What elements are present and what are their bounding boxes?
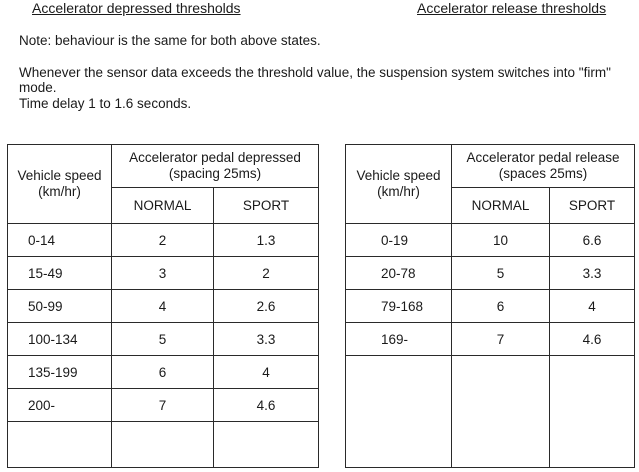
col-normal-header: NORMAL xyxy=(112,188,214,224)
cell-normal xyxy=(452,356,550,468)
speed-header xyxy=(346,145,452,224)
cell-speed xyxy=(346,356,452,468)
release-thresholds-table xyxy=(345,144,635,468)
cell-normal xyxy=(112,422,214,468)
cell-sport: 6.6 xyxy=(550,224,635,257)
cell-speed: 169- xyxy=(346,323,452,356)
speed-header-line1: Vehicle speed xyxy=(17,168,102,183)
cell-normal: 7 xyxy=(452,323,550,356)
cell-normal: 6 xyxy=(452,290,550,323)
cell-normal: 3 xyxy=(112,257,214,290)
cell-sport: 2.6 xyxy=(214,290,319,323)
time-delay-text: Time delay 1 to 1.6 seconds. xyxy=(19,96,192,111)
table-row xyxy=(8,323,319,356)
table-row xyxy=(346,323,635,356)
depressed-thresholds-heading: Accelerator depressed thresholds xyxy=(32,0,241,16)
speed-header-line2: (km/hr) xyxy=(377,184,420,199)
table-row xyxy=(346,257,635,290)
cell-speed: 50-99 xyxy=(8,290,112,323)
cell-sport xyxy=(214,422,319,468)
table-row xyxy=(346,356,635,468)
group-header-line1: Accelerator pedal release xyxy=(466,150,620,165)
cell-normal: 5 xyxy=(112,323,214,356)
release-thresholds-heading: Accelerator release thresholds xyxy=(417,0,607,16)
cell-sport: 4.6 xyxy=(214,389,319,422)
depressed-thresholds-table xyxy=(7,144,319,468)
cell-speed: 100-134 xyxy=(8,323,112,356)
cell-normal: 6 xyxy=(112,356,214,389)
pedal-depressed-header xyxy=(112,145,319,188)
cell-speed: 79-168 xyxy=(346,290,452,323)
table-row xyxy=(8,257,319,290)
cell-speed: 0-19 xyxy=(346,224,452,257)
group-header-line2: (spacing 25ms) xyxy=(168,166,262,181)
table-row xyxy=(8,356,319,389)
pedal-release-header xyxy=(452,145,635,188)
cell-speed xyxy=(8,422,112,468)
col-sport-header: SPORT xyxy=(550,188,635,224)
table-row xyxy=(346,290,635,323)
cell-sport: 4 xyxy=(550,290,635,323)
speed-header-line2: (km/hr) xyxy=(38,184,81,199)
cell-speed: 0-14 xyxy=(8,224,112,257)
speed-header xyxy=(8,145,112,224)
col-normal-header: NORMAL xyxy=(452,188,550,224)
table-row xyxy=(8,224,319,257)
cell-sport: 3.3 xyxy=(214,323,319,356)
table-row xyxy=(8,422,319,468)
description-text: Whenever the sensor data exceeds the threshold value, the suspension system switches into "firm" mode. xyxy=(19,65,611,95)
cell-speed: 200- xyxy=(8,389,112,422)
cell-normal: 7 xyxy=(112,389,214,422)
cell-normal: 10 xyxy=(452,224,550,257)
cell-speed: 20-78 xyxy=(346,257,452,290)
cell-sport: 4.6 xyxy=(550,323,635,356)
table-row xyxy=(346,224,635,257)
group-header-line2: (spaces 25ms) xyxy=(498,166,588,181)
cell-sport: 2 xyxy=(214,257,319,290)
cell-sport xyxy=(550,356,635,468)
cell-sport: 1.3 xyxy=(214,224,319,257)
group-header-line1: Accelerator pedal depressed xyxy=(129,150,301,165)
col-sport-header: SPORT xyxy=(214,188,319,224)
table-row xyxy=(8,290,319,323)
note-text: Note: behaviour is the same for both above states. xyxy=(19,33,321,48)
cell-normal: 5 xyxy=(452,257,550,290)
cell-sport: 4 xyxy=(214,356,319,389)
table-row xyxy=(8,389,319,422)
cell-speed: 135-199 xyxy=(8,356,112,389)
cell-normal: 2 xyxy=(112,224,214,257)
cell-speed: 15-49 xyxy=(8,257,112,290)
cell-normal: 4 xyxy=(112,290,214,323)
cell-sport: 3.3 xyxy=(550,257,635,290)
speed-header-line1: Vehicle speed xyxy=(356,168,441,183)
